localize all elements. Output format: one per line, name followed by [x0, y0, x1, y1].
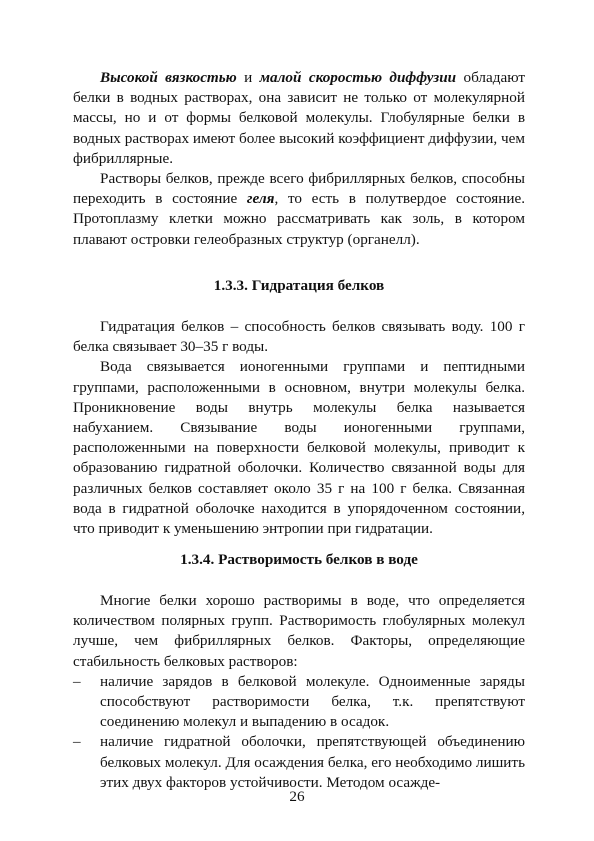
conjunction: и	[236, 69, 260, 86]
term-high-viscosity: Высокой вязкостью	[100, 69, 237, 86]
paragraph-gel	[73, 169, 525, 250]
term-gel: геля	[246, 190, 275, 208]
solubility-text-block	[73, 591, 525, 793]
term-low-diffusion: малой скоростью диффузии	[259, 69, 457, 86]
intro-text-block	[73, 68, 525, 250]
hydration-text-block	[73, 317, 525, 539]
paragraph-gel-after: , то есть в полутвердое состояние. Протоплазму клетки можно рассматривать как золь, в котором плавают островки гелеобразных структур (органелл).	[73, 190, 525, 248]
paragraph-viscosity-rest: обладают белки в водных растворах, она зависит не только от молекулярной массы, но и от формы белковой молекулы. Глобулярные белки в водных растворах имеют более высокий коэффициент диффузии, чем фибриллярные.	[73, 69, 525, 167]
page-number: 26	[289, 788, 305, 805]
stability-factors-list	[73, 672, 525, 793]
paragraph-gel-before: Растворы белков, прежде всего фибриллярных белков, способны переходить в состояние	[73, 170, 525, 208]
paragraph-solubility-intro: Многие белки хорошо растворимы в воде, что определяется количеством полярных групп. Растворимость глобулярных молекул лучше, чем фибриллярных белков. Факторы, определяющие стабильность белковых растворов:	[73, 592, 525, 670]
paragraph-hydration-definition: Гидратация белков – способность белков связывать воду. 100 г белка связывает 30–35 г воды.	[73, 318, 525, 356]
dash-bullet: –	[73, 733, 81, 751]
list-item-text: наличие гидратной оболочки, препятствующей объединению белковых молекул. Для осаждения белка, его необходимо лишить этих двух факторов устойчивости. Методом осажде-	[100, 733, 525, 791]
list-item	[73, 732, 525, 793]
section-heading-hydration: 1.3.3. Гидратация белков	[213, 277, 385, 294]
dash-bullet: –	[73, 672, 81, 690]
section-heading-solubility: 1.3.4. Растворимость белков в воде	[180, 551, 418, 568]
list-item-text: наличие зарядов в белковой молекуле. Одноименные заряды способствуют растворимости белка, т.к. препятствуют соединению молекул и выпадению в осадок.	[100, 672, 525, 731]
paragraph-hydration-details: Вода связывается ионогенными группами и пептидными группами, расположенными в основном, внутри молекулы белка. Проникновение воды внутрь молекулы белка называется набуханием. Связывание воды ионогенными группами, расположенными на поверхности белковой молекулы, приводит к образованию гидратной оболочки. Количество связанной воды для различных белков составляет около 35 г на 100 г белка. Связанная вода в гидратной оболочке находится в упорядоченном состоянии, что приводит к уменьшению энтропии при гидратации.	[73, 358, 525, 538]
list-item	[73, 672, 525, 733]
paragraph-viscosity	[73, 68, 525, 169]
